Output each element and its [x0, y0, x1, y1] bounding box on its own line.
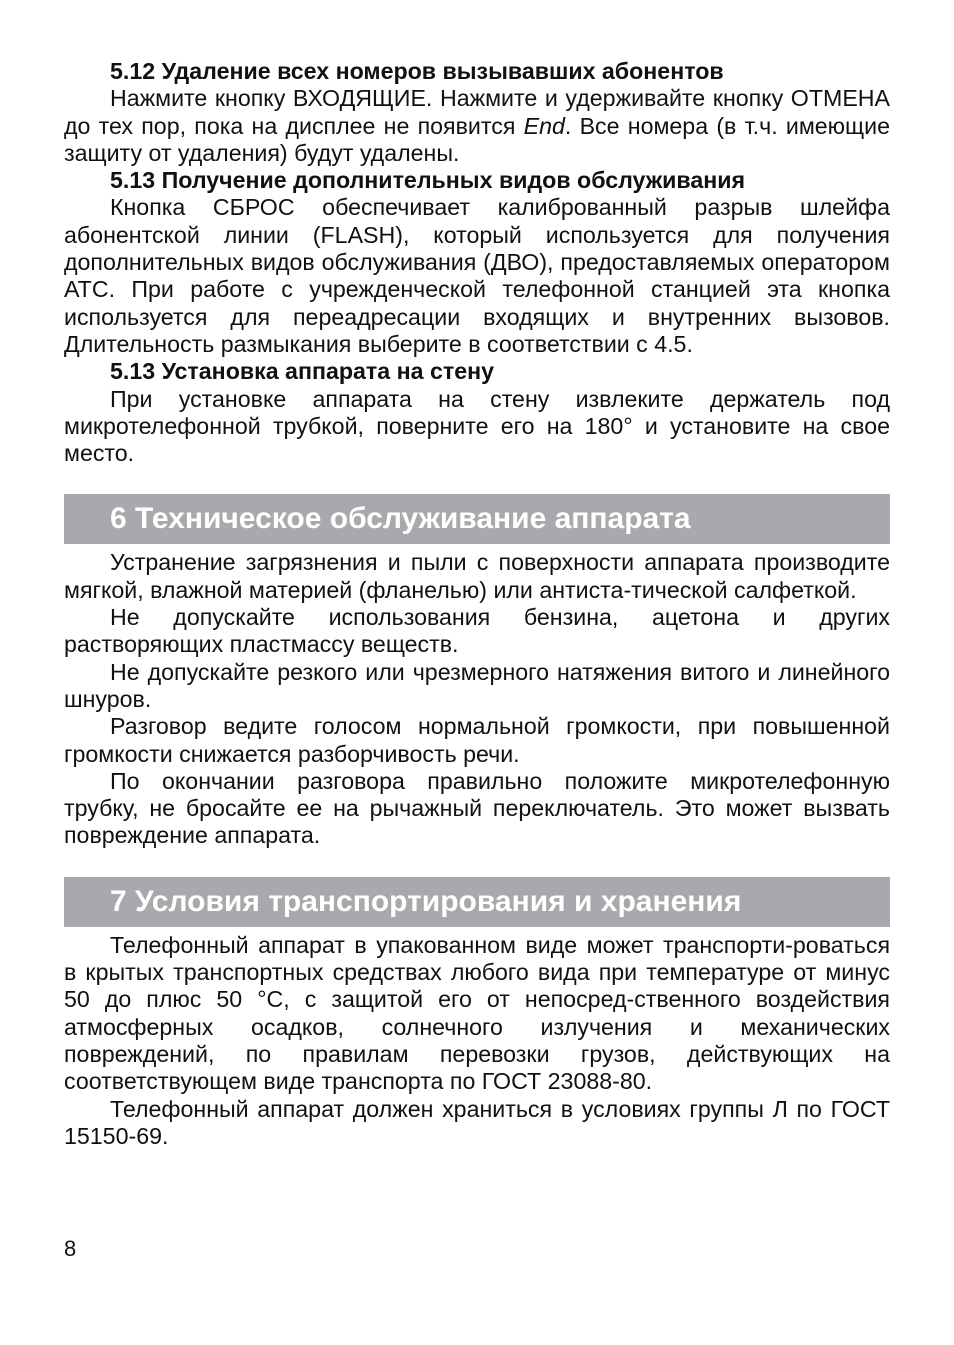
heading-5-13-services: 5.13 Получение дополнительных видов обслуживания — [110, 167, 746, 194]
section-7-banner: 7 Условия транспортирования и хранения — [64, 877, 890, 927]
paragraph-6-1: Устранение загрязнения и пыли с поверхности аппарата производите мягкой, влажной материей (фланелью) или антиста-тической салфеткой. — [64, 549, 890, 603]
manual-page — [64, 58, 890, 1150]
section-6-banner: 6 Техническое обслуживание аппарата — [64, 494, 890, 544]
heading-5-12: 5.12 Удаление всех номеров вызывавших абонентов — [110, 58, 724, 84]
paragraph-7-1: Телефонный аппарат в упакованном виде может транспорти-роваться в крытых транспортных средствах любого вида при температуре от минус 50 до плюс 50 °С, с защитой его от непосред-ственного воздействия атмосферных осадков, солнечного излучения и механических повреждений, по правилам перевозки грузов, действующих на соответствующем виде транспорта по ГОСТ 23088-80. — [64, 931, 890, 1095]
paragraph-7-2: Телефонный аппарат должен храниться в условиях группы Л по ГОСТ 15150-69. — [64, 1095, 890, 1149]
paragraph-6-5: По окончании разговора правильно положите микротелефонную трубку, не бросайте ее на рычажный переключатель. Это может вызвать повреждение аппарата. — [64, 767, 890, 849]
end-word: End — [523, 112, 565, 139]
paragraph-6-3: Не допускайте резкого или чрезмерного натяжения витого и линейного шнуров. — [64, 658, 890, 712]
heading-5-13-wall-mount: 5.13 Установка аппарата на стену — [110, 358, 494, 385]
paragraph-5-13-wall-mount: При установке аппарата на стену извлеките держатель под микротелефонной трубкой, поверните его на 180° и установите на свое место. — [64, 385, 890, 467]
paragraph-6-4: Разговор ведите голосом нормальной громкости, при повышенной громкости снижается разборчивость речи. — [64, 713, 890, 767]
paragraph-5-12-start: Нажмите кнопку ВХОДЯЩИЕ. Нажмите и удерживайте кнопку ОТМЕНА до тех пор, пока на дисплее не появится — [64, 85, 890, 139]
paragraph-5-12-end: . Все номера (в т.ч. имеющие защиту от удаления) будут удалены. — [64, 112, 890, 166]
page-number: 8 — [64, 1236, 77, 1261]
paragraph-5-12 — [64, 85, 890, 167]
paragraph-5-13-services: Кнопка СБРОС обеспечивает калиброванный разрыв шлейфа абонентской линии (FLASH), который используется для получения дополнительных видов обслуживания (ДВО), предоставляемых оператором АТС. При работе с учрежденческой телефонной станцией эта кнопка используется для переадресации входящих и внутренних вызовов. Длительность размыкания выберите в соответствии с 4.5. — [64, 194, 890, 357]
paragraph-6-2: Не допускайте использования бензина, ацетона и других растворяющих пластмассу веществ. — [64, 604, 890, 658]
